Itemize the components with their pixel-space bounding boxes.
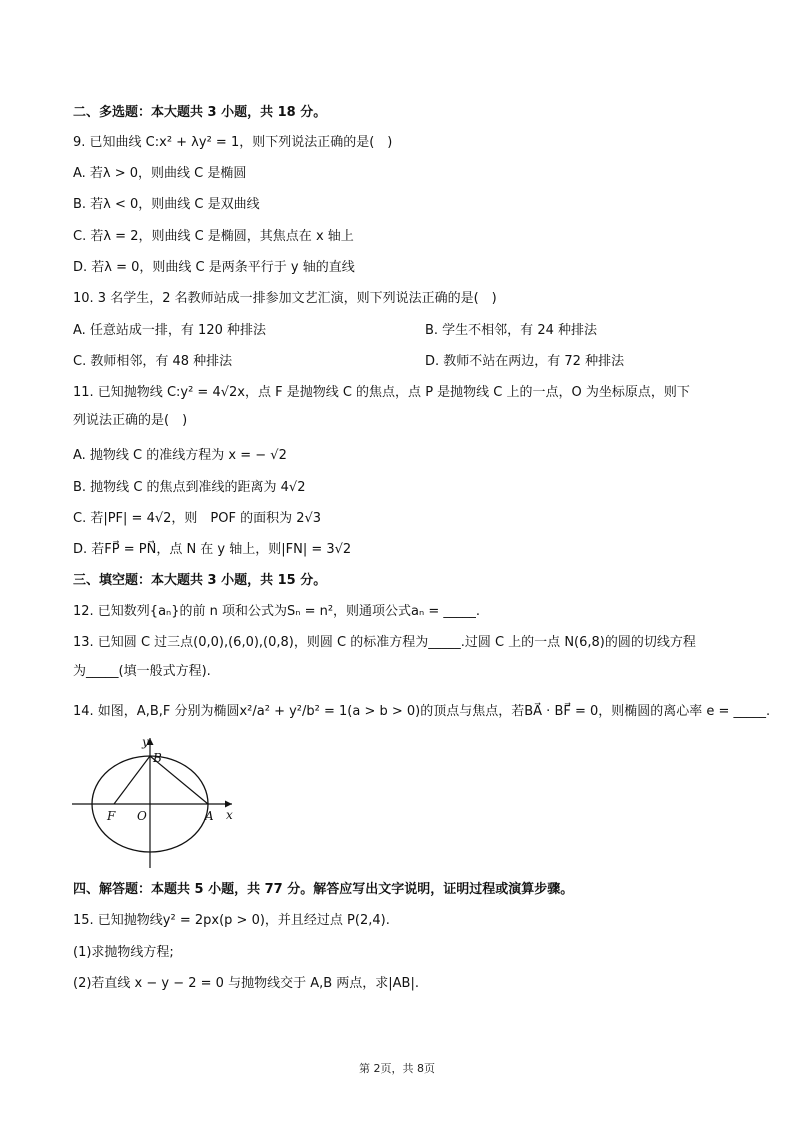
ellipse-figure bbox=[70, 734, 250, 874]
q15-stem: 15. 已知抛物线y² = 2px(p > 0)，并且经过点 P(2,4). bbox=[73, 913, 390, 928]
label-a: A bbox=[205, 809, 214, 823]
section2-heading: 二、多选题：本大题共 3 小题，共 18 分。 bbox=[73, 105, 327, 120]
q11-option-d: D. 若FP⃗ = PN⃗，点 N 在 y 轴上，则|FN| = 3√2 bbox=[73, 542, 352, 557]
q9-option-a: A. 若λ > 0，则曲线 C 是椭圆 bbox=[73, 166, 247, 181]
q10-option-c: C. 教师相邻，有 48 种排法 bbox=[73, 354, 233, 369]
q10-stem: 10. 3 名学生，2 名教师站成一排参加文艺汇演，则下列说法正确的是( ) bbox=[73, 291, 497, 306]
section3-heading: 三、填空题：本大题共 3 小题，共 15 分。 bbox=[73, 573, 327, 588]
q9-stem: 9. 已知曲线 C:x² + λy² = 1，则下列说法正确的是( ) bbox=[73, 135, 393, 150]
page-footer: 第 2页，共 8页 bbox=[359, 1062, 435, 1075]
q14: 14. 如图，A,B,F 分别为椭圆x²/a² + y²/b² = 1(a > b > 0)的顶点与焦点，若BA⃗ · BF⃗ = 0，则椭圆的离心率 e = _____. bbox=[73, 704, 771, 719]
q9-option-d: D. 若λ = 0，则曲线 C 是两条平行于 y 轴的直线 bbox=[73, 260, 355, 275]
q10-option-b: B. 学生不相邻，有 24 种排法 bbox=[425, 323, 597, 338]
q15-part1: (1)求抛物线方程; bbox=[73, 945, 174, 960]
q12: 12. 已知数列{aₙ}的前 n 项和公式为Sₙ = n²，则通项公式aₙ = _____. bbox=[73, 604, 480, 619]
label-b: B bbox=[153, 751, 162, 765]
q11-stem-line1: 11. 已知抛物线 C:y² = 4√2x，点 F 是抛物线 C 的焦点，点 P 是抛物线 C 上的一点，O 为坐标原点，则下 bbox=[73, 385, 690, 400]
q13-line2: 为_____(填一般式方程). bbox=[73, 664, 211, 679]
q10-row2 bbox=[73, 353, 733, 371]
q13-line1: 13. 已知圆 C 过三点(0,0),(6,0),(0,8)，则圆 C 的标准方程为_____.过圆 C 上的一点 N(6,8)的圆的切线方程 bbox=[73, 635, 696, 650]
q9-option-b: B. 若λ < 0，则曲线 C 是双曲线 bbox=[73, 197, 260, 212]
q10-option-d: D. 教师不站在两边，有 72 种排法 bbox=[425, 354, 625, 369]
label-f: F bbox=[107, 809, 116, 823]
label-x: x bbox=[226, 808, 233, 822]
label-y: y bbox=[142, 735, 149, 749]
q11-stem-line2: 列说法正确的是( ) bbox=[73, 413, 188, 428]
q10-option-a: A. 任意站成一排，有 120 种排法 bbox=[73, 323, 267, 338]
label-o: O bbox=[137, 809, 147, 823]
q11-option-c: C. 若|PF| = 4√2，则 POF 的面积为 2√3 bbox=[73, 511, 322, 526]
q11-option-a: A. 抛物线 C 的准线方程为 x = − √2 bbox=[73, 448, 287, 463]
q10-row1 bbox=[73, 322, 733, 340]
q15-part2: (2)若直线 x − y − 2 = 0 与抛物线交于 A,B 两点，求|AB|. bbox=[73, 976, 419, 991]
section4-heading: 四、解答题：本题共 5 小题，共 77 分。解答应写出文字说明，证明过程或演算步骤。 bbox=[73, 882, 574, 897]
q9-option-c: C. 若λ = 2，则曲线 C 是椭圆，其焦点在 x 轴上 bbox=[73, 229, 354, 244]
q11-option-b: B. 抛物线 C 的焦点到准线的距离为 4√2 bbox=[73, 480, 306, 495]
